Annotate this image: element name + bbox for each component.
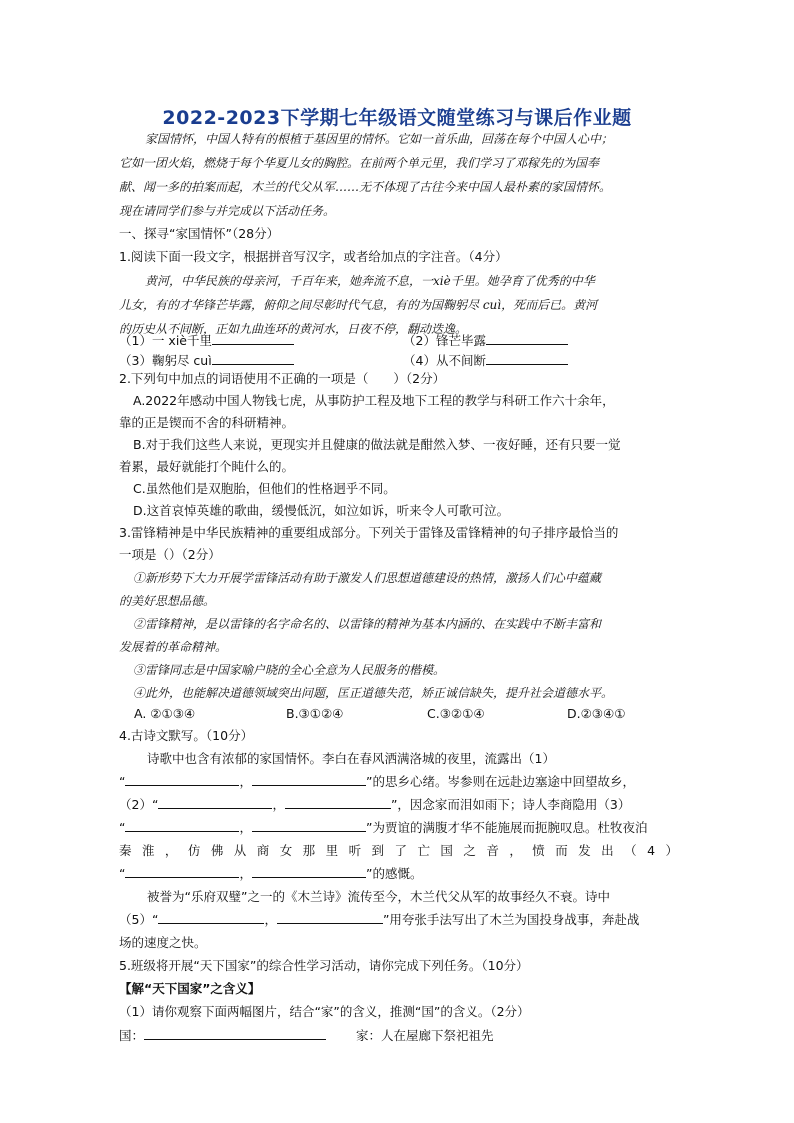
q4-paragraph-line-5: 秦淮，仿佛从商女那里听到了亡国之音，愤而发出（4） [119, 843, 679, 858]
q1-answer-blank-1[interactable] [212, 332, 294, 345]
q2-option-b-line-1: B.对于我们这些人来说，更现实并且健康的做法就是酣然入梦、一夜好睡，还有只要一觉 [133, 437, 621, 452]
q4-blank-number-5: （5）“ [119, 912, 159, 927]
comma: ， [239, 820, 252, 835]
q3-sentence-2-line-2: 发展着的革命精神。 [119, 640, 228, 654]
q5-guo-answer [119, 1026, 326, 1044]
q4-paragraph-line-8-text: ”用夸张手法写出了木兰为国投身战事，奔赴战 [382, 912, 640, 927]
q1-item-2-label: （2）锋芒毕露 [403, 333, 486, 348]
q3-option-c[interactable]: C.③②①④ [427, 706, 485, 721]
q3-option-b[interactable]: B.③①②④ [286, 706, 344, 721]
q1-item-4-label: （4）从不间断 [403, 353, 486, 368]
q1-item-2 [403, 331, 568, 349]
q4-blank-5b[interactable] [277, 911, 383, 924]
comma: ， [239, 774, 252, 789]
comma: ， [264, 912, 277, 927]
q1-passage-line-3: 的历史从不间断，正如九曲连环的黄河水，日夜不停，翻动迭逸。 [119, 322, 468, 336]
q3-option-a[interactable]: A. ②①③④ [134, 706, 196, 721]
q2-option-d: D.这首哀悼英雄的歌曲，缓慢低沉，如泣如诉，听来令人可歌可泣。 [133, 503, 510, 518]
q3-stem-line-1: 3.雷锋精神是中华民族精神的重要组成部分。下列关于雷锋及雷锋精神的句子排序最恰当的 [119, 525, 619, 540]
q4-paragraph-line-7: 被誉为“乐府双璧”之一的《木兰诗》流传至今，木兰代父从军的故事经久不衰。诗中 [147, 889, 610, 904]
q3-sentence-1-line-1: ①新形势下大力开展学雷锋活动有助于激发人们思想道德建设的热情，激扬人们心中蕴藏 [133, 571, 602, 585]
q1-item-3 [119, 351, 294, 369]
q5-guo-label: 国： [119, 1028, 145, 1043]
q4-blank-3b[interactable] [252, 819, 366, 832]
q4-blank-number-2: （2）“ [119, 797, 159, 812]
q3-sentence-1-line-2: 的美好思想品德。 [119, 594, 216, 608]
q1-passage-line-1: 黄河，中华民族的母亲河，千百年来，她奔流不息，一xiè千里。她孕育了优秀的中华 [145, 274, 595, 288]
q4-paragraph-line-4-text: ”为贾谊的满腹才华不能施展而扼腕叹息。杜牧夜泊 [366, 820, 648, 835]
q4-paragraph-line-9: 场的速度之快。 [119, 935, 207, 950]
intro-line-3: 献、闻一多的拍案而起，木兰的代父从军……无不体现了古往今来中国人最朴素的家国情怀。 [119, 180, 612, 194]
q2-option-c: C.虽然他们是双胞胎，但他们的性格迥乎不同。 [133, 481, 396, 496]
q1-item-1 [119, 331, 294, 349]
q3-option-d[interactable]: D.②③④① [567, 706, 626, 721]
q4-paragraph-line-6 [119, 865, 679, 883]
q4-blank-1b[interactable] [252, 773, 366, 786]
q1-item-4 [403, 351, 568, 369]
open-quote: “ [119, 774, 126, 789]
q4-blank-4a[interactable] [125, 865, 239, 878]
section-heading-1: 一、探寻“家国情怀”（28分） [119, 226, 280, 241]
q5-subquestion-1: （1）请你观察下面两幅图片，结合“家”的含义，推测“国”的含义。（2分） [119, 1004, 530, 1019]
q4-blank-1a[interactable] [125, 773, 239, 786]
q3-sentence-2-line-1: ②雷锋精神，是以雷锋的名字命名的、以雷锋的精神为基本内涵的、在实践中不断丰富和 [133, 617, 602, 631]
q4-blank-5a[interactable] [158, 911, 264, 924]
intro-line-4: 现在请同学们参与并完成以下活动任务。 [119, 204, 336, 218]
page-title: 2022-2023下学期七年级语文随堂练习与课后作业题 [162, 107, 632, 129]
intro-line-1: 家国情怀，中国人特有的根植于基因里的情怀。它如一首乐曲，回荡在每个中国人心中； [145, 132, 614, 146]
q4-blank-4b[interactable] [252, 865, 366, 878]
intro-line-2: 它如一团火焰，燃烧于每个华夏儿女的胸腔。在前两个单元里，我们学习了邓稼先的为国奉 [119, 156, 600, 170]
q4-paragraph-line-3 [119, 796, 679, 814]
q4-paragraph-line-2 [119, 773, 679, 791]
q5-jia-meaning: 家：人在屋廊下祭祀祖先 [356, 1028, 494, 1043]
comma: ， [272, 797, 285, 812]
q4-paragraph-line-6-text: ”的感慨。 [366, 866, 423, 881]
q4-paragraph-line-3-text: ”，因念家而泪如雨下；诗人李商隐用（3） [390, 797, 631, 812]
q1-answer-blank-3[interactable] [212, 352, 294, 365]
q2-stem: 2.下列句中加点的词语使用不正确的一项是（ ）（2分） [119, 371, 446, 386]
q4-blank-3a[interactable] [125, 819, 239, 832]
q4-blank-2b[interactable] [285, 796, 391, 809]
q1-item-3-label: （3）鞠躬尽 cuì [119, 353, 212, 368]
q2-option-b-line-2: 着累，最好就能打个盹什么的。 [119, 459, 295, 474]
q5-guo-blank[interactable] [144, 1027, 326, 1040]
open-quote: “ [119, 820, 126, 835]
q1-item-1-label: （1）一 xiè千里 [119, 333, 212, 348]
q4-paragraph-line-1: 诗歌中也含有浓郁的家国情怀。李白在春风洒满洛城的夜里，流露出（1） [147, 751, 555, 766]
q2-option-a-line-2: 靠的正是锲而不舍的科研精神。 [119, 415, 295, 430]
q2-option-a-line-1: A.2022年感动中国人物钱七虎，从事防护工程及地下工程的教学与科研工作六十余年， [133, 393, 615, 408]
comma: ， [239, 866, 252, 881]
open-quote: “ [119, 866, 126, 881]
q4-paragraph-line-4 [119, 819, 679, 837]
q4-paragraph-line-8 [119, 911, 679, 929]
q4-stem: 4.古诗文默写。（10分） [119, 728, 254, 743]
q3-sentence-4: ④此外，也能解决道德领域突出问题，匡正道德失范，矫正诚信缺失，提升社会道德水平。 [133, 686, 614, 700]
q3-sentence-3: ③雷锋同志是中国家喻户晓的全心全意为人民服务的楷模。 [133, 663, 446, 677]
q1-stem: 1.阅读下面一段文字，根据拼音写汉字，或者给加点的字注音。（4分） [119, 249, 508, 264]
q4-blank-2a[interactable] [158, 796, 272, 809]
q5-stem: 5.班级将开展“天下国家”的综合性学习活动，请你完成下列任务。（10分） [119, 958, 529, 973]
q3-stem-line-2: 一项是（）（2分） [119, 547, 221, 562]
q5-heading: 【解“天下国家”之含义】 [119, 981, 261, 996]
q1-answer-blank-2[interactable] [486, 332, 568, 345]
q4-paragraph-line-2-text: ”的思乡心绪。岑参则在远赴边塞途中回望故乡， [366, 774, 635, 789]
q1-answer-blank-4[interactable] [486, 352, 568, 365]
q1-passage-line-2: 儿女，有的才华锋芒毕露，俯仰之间尽彰时代气息，有的为国鞠躬尽 cuì，死而后已。黄河 [119, 298, 598, 312]
